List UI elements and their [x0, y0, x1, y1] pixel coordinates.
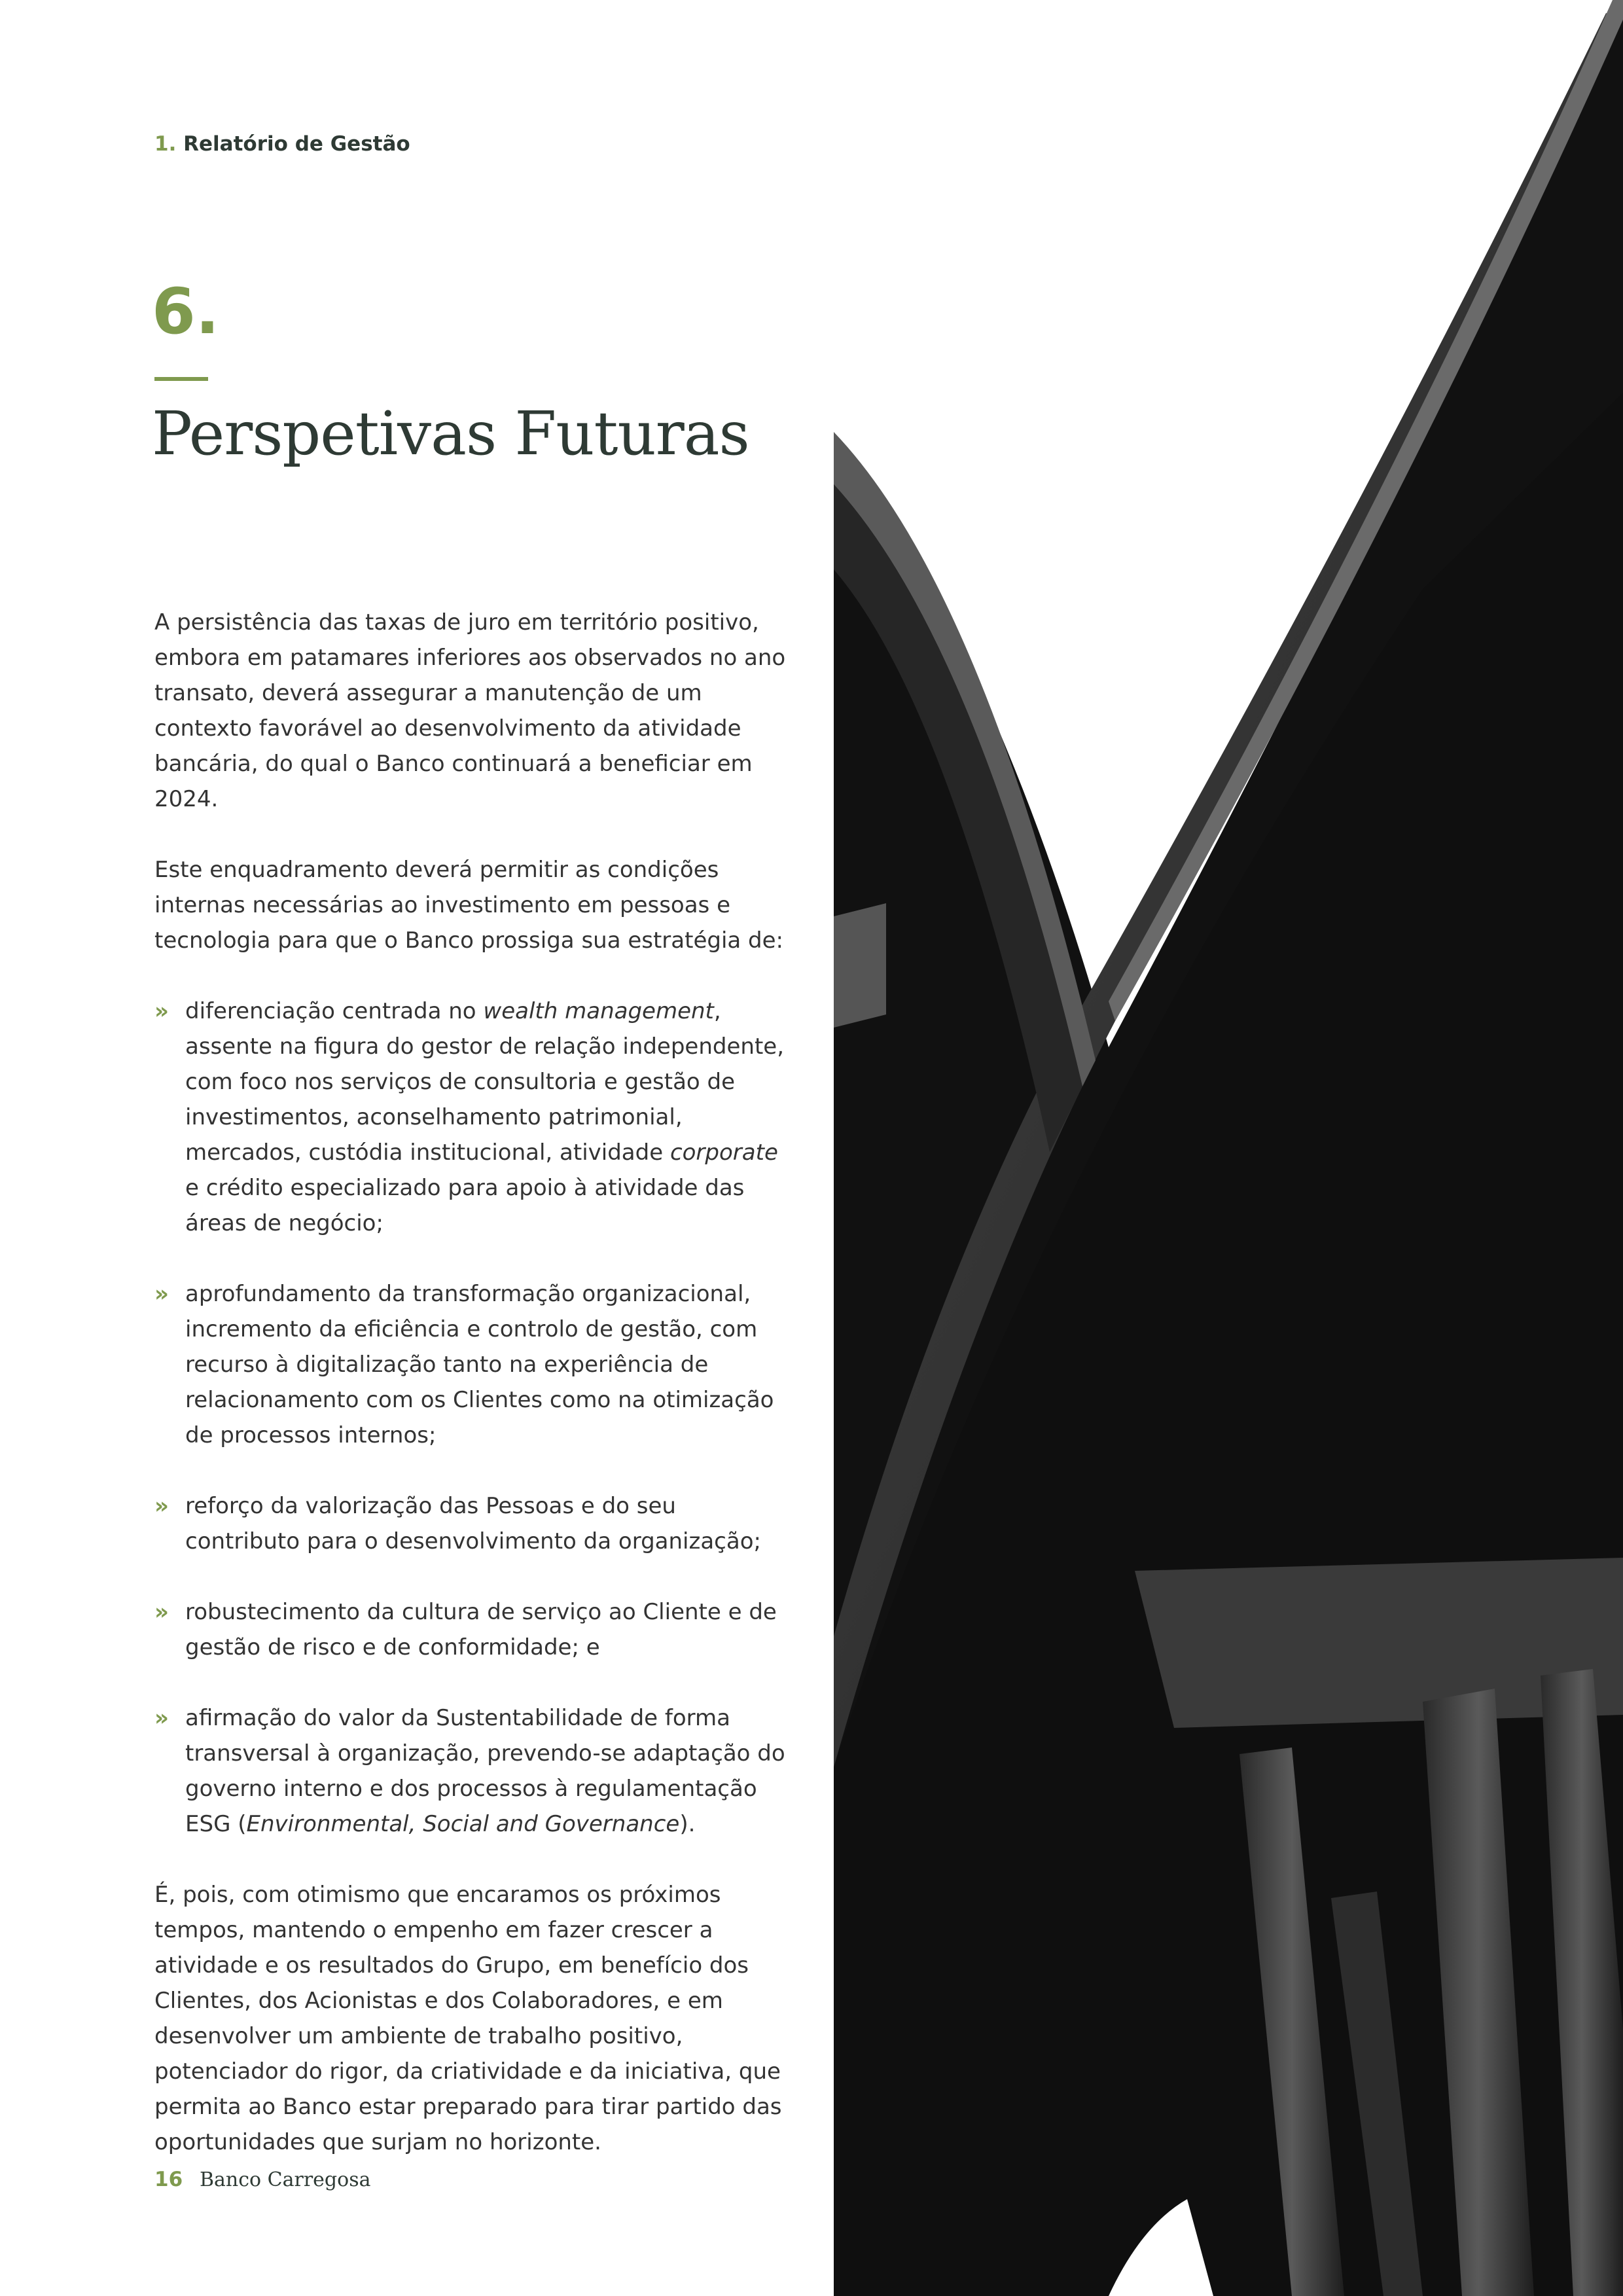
- list-item-text: aprofundamento da transformação organizacional, incremento da eficiência e controlo de gestão, com recurso à digitalização tanto na experiência de relacionamento com os Clientes como na otimização de processos internos;: [185, 1281, 774, 1448]
- page-title: Perspetivas Futuras: [152, 399, 749, 469]
- list-item-italic: Environmental, Social and Governance: [246, 1811, 680, 1837]
- bullet-icon: »: [154, 1493, 169, 1519]
- list-item: [154, 1488, 789, 1559]
- paragraph-closing: É, pois, com otimismo que encaramos os próximos tempos, mantendo o empenho em fazer crescer a atividade e os resultados do Grupo, em benefício dos Clientes, dos Acionistas e dos Colaboradores, e em desenvolver um ambiente de trabalho positivo, potenciador do rigor, da criatividade e da iniciativa, que permita ao Banco estar preparado para tirar partido das oportunidades que surjam no horizonte.: [154, 1882, 782, 2155]
- list-item: [154, 1276, 789, 1453]
- breadcrumb: [154, 132, 410, 156]
- list-item-text: ).: [679, 1811, 696, 1837]
- list-item-italic: wealth management: [483, 998, 714, 1024]
- bullet-icon: »: [154, 1281, 169, 1307]
- list-item-text: reforço da valorização das Pessoas e do seu contributo para o desenvolvimento da organização;: [185, 1493, 761, 1554]
- bullet-icon: »: [154, 998, 169, 1024]
- section-number: 6.: [152, 275, 220, 348]
- paragraph-intro: A persistência das taxas de juro em território positivo, embora em patamares inferiores aos observados no ano transato, deverá assegurar a manutenção de um contexto favorável ao desenvolvimento da atividade bancária, do qual o Banco continuará a beneficiar em 2024.: [154, 609, 786, 812]
- strategy-list: [154, 994, 789, 1842]
- bullet-icon: »: [154, 1705, 169, 1731]
- bullet-icon: »: [154, 1599, 169, 1625]
- page-number: 16: [154, 2168, 183, 2191]
- body-text: [154, 605, 789, 2195]
- overpass-photo: [834, 0, 1623, 2296]
- list-item-italic: corporate: [669, 1139, 778, 1166]
- list-item-text: robustecimento da cultura de serviço ao Cliente e de gestão de risco e de conformidade; e: [185, 1599, 777, 1660]
- list-item: [154, 1700, 789, 1842]
- paragraph-context: Este enquadramento deverá permitir as condições internas necessárias ao investimento em pessoas e tecnologia para que o Banco prossiga sua estratégia de:: [154, 857, 783, 954]
- list-item-text: diferenciação centrada no: [185, 998, 484, 1024]
- title-divider: [154, 377, 208, 381]
- page-footer: [154, 2168, 370, 2191]
- breadcrumb-number: 1.: [154, 132, 177, 156]
- list-item-text: afirmação do valor da Sustentabilidade de forma transversal à organização, prevendo-se adaptação do governo interno e dos processos à regulamentação ESG (: [185, 1705, 785, 1837]
- list-item: [154, 994, 789, 1241]
- list-item-text: , assente na figura do gestor de relação independente, com foco nos serviços de consultoria e gestão de investimentos, aconselhamento patrimonial, mercados, custódia institucional, atividade: [185, 998, 784, 1166]
- list-item: [154, 1594, 789, 1665]
- brand-name: Banco Carregosa: [200, 2168, 371, 2191]
- breadcrumb-label: Relatório de Gestão: [183, 132, 410, 156]
- list-item-text: e crédito especializado para apoio à atividade das áreas de negócio;: [185, 1175, 745, 1236]
